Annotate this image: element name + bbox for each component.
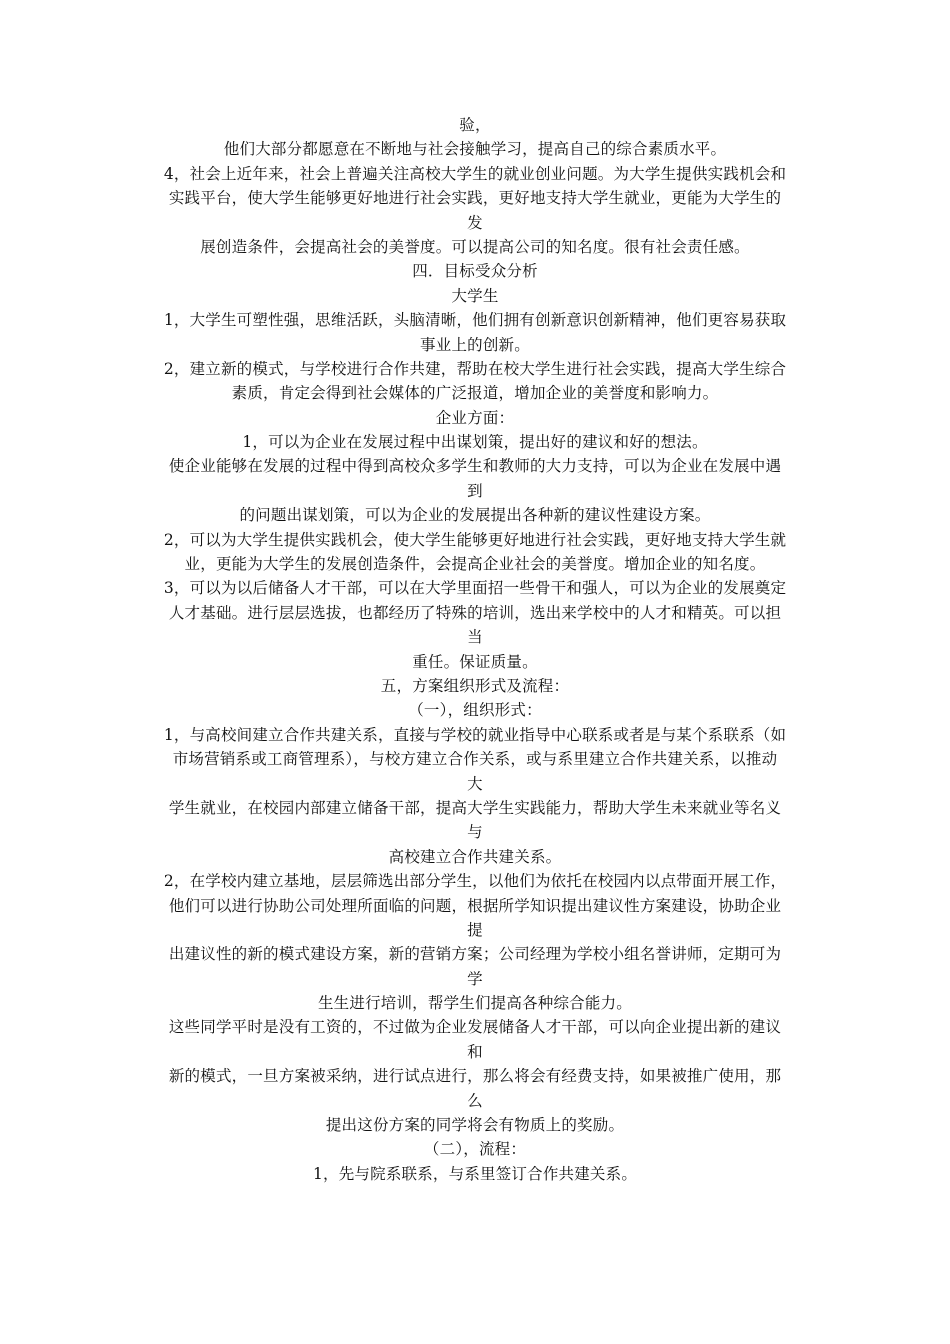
text-line: 使企业能够在发展的过程中得到高校众多学生和教师的大力支持，可以为企业在发展中遇	[168, 457, 782, 476]
text-line: 人才基础。进行层层选拔，也都经历了特殊的培训，选出来学校中的人才和精英。可以担	[168, 603, 782, 622]
subsection-heading: 企业方面：	[435, 408, 515, 427]
text-line: 1，与高校间建立合作共建关系，直接与学校的就业指导中心联系或者是与某个系联系（如	[163, 725, 787, 744]
text-line: 提出这份方案的同学将会有物质上的奖励。	[325, 1116, 625, 1135]
text-line: 素质，肯定会得到社会媒体的广泛报道，增加企业的美誉度和影响力。	[231, 384, 719, 403]
subsection-heading: 大学生	[451, 286, 499, 305]
text-line: 验，	[459, 116, 491, 134]
section-heading: 五，方案组织形式及流程：	[380, 676, 570, 695]
text-line: 他们大部分都愿意在不断地与社会接触学习，提高自己的综合素质水平。	[223, 140, 727, 159]
text-line: 生生进行培训，帮学生们提高各种综合能力。	[317, 994, 632, 1013]
text-line: 实践平台，使大学生能够更好地进行社会实践，更好地支持大学生就业，更能为大学生的	[168, 189, 782, 208]
section-heading: 四．目标受众分析	[412, 262, 538, 281]
text-line: 1，可以为企业在发展过程中出谋划策，提出好的建议和好的想法。	[242, 433, 708, 452]
text-line: 2，可以为大学生提供实践机会，使大学生能够更好地进行社会实践，更好地支持大学生就	[163, 530, 787, 549]
text-line: 大	[467, 774, 483, 793]
text-line: 展创造条件，会提高社会的美誉度。可以提高公司的知名度。很有社会责任感。	[200, 237, 750, 256]
text-line: 重任。保证质量。	[412, 652, 538, 671]
text-line: 3，可以为以后储备人才干部，可以在大学里面招一些骨干和强人，可以为企业的发展奠定	[163, 579, 787, 598]
text-line: 4，社会上近年来，社会上普遍关注高校大学生的就业创业问题。为大学生提供实践机会和	[163, 164, 787, 183]
text-line: 他们可以进行协助公司处理所面临的问题，根据所学知识提出建议性方案建设，协助企业	[168, 896, 782, 915]
document-body	[130, 113, 820, 1186]
text-line: 到	[467, 481, 483, 500]
text-line: 和	[467, 1042, 483, 1061]
text-line: 高校建立合作共建关系。	[388, 847, 562, 866]
subsection-heading: （二），流程：	[423, 1140, 527, 1159]
text-line: 新的模式，一旦方案被采纳，进行试点进行，那么将会有经费支持，如果被推广使用，那	[168, 1067, 782, 1086]
text-line: 学生就业，在校园内部建立储备干部，提高大学生实践能力，帮助大学生未来就业等名义	[168, 798, 782, 817]
text-line: 么	[467, 1091, 483, 1110]
text-line: 市场营销系或工商管理系），与校方建立合作关系，或与系里建立合作共建关系，以推动	[172, 750, 778, 769]
text-line: 提	[467, 920, 483, 939]
text-line: 业，更能为大学生的发展创造条件，会提高企业社会的美誉度。增加企业的知名度。	[184, 555, 766, 574]
text-line: 与	[467, 823, 483, 842]
text-line: 2，建立新的模式，与学校进行合作共建，帮助在校大学生进行社会实践，提高大学生综合	[163, 359, 787, 378]
subsection-heading: （一），组织形式：	[408, 701, 542, 720]
text-line: 这些同学平时是没有工资的，不过做为企业发展储备人才干部，可以向企业提出新的建议	[168, 1018, 782, 1037]
text-line: 的问题出谋划策，可以为企业的发展提出各种新的建议性建设方案。	[239, 506, 711, 525]
text-line: 1，大学生可塑性强，思维活跃，头脑清晰，他们拥有创新意识创新精神，他们更容易获取	[163, 311, 787, 330]
text-line: 发	[467, 213, 483, 232]
text-line: 学	[467, 969, 483, 988]
text-line: 1，先与院系联系，与系里签订合作共建关系。	[312, 1164, 638, 1183]
text-line: 事业上的创新。	[420, 335, 530, 354]
text-line: 出建议性的新的模式建设方案，新的营销方案；公司经理为学校小组名誉讲师，定期可为	[168, 945, 782, 964]
text-line: 2，在学校内建立基地，层层筛选出部分学生，以他们为依托在校园内以点带面开展工作，	[163, 872, 787, 891]
text-line: 当	[467, 628, 483, 647]
